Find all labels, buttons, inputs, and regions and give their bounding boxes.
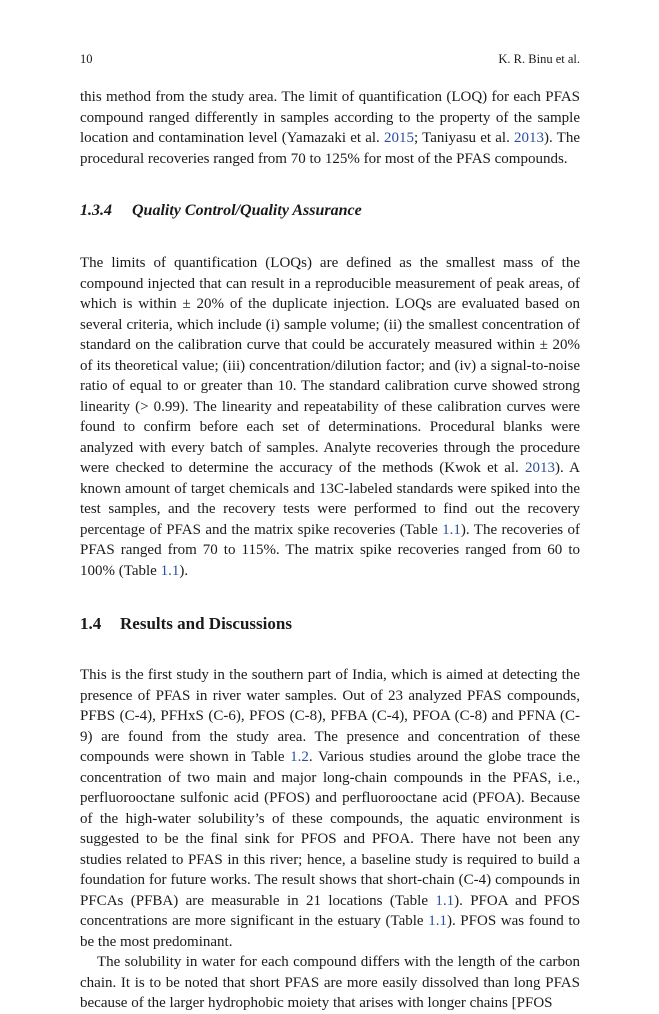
page-number: 10 [80,52,93,66]
text-run: This is the first study in the southern part of India, which is aimed at detecting the presence of PFAS in river water samples. Out of 23 analyzed PFAS compounds, PFBS (C-4), PFHxS (C-6), PFOS (C-8), PFBA (C-4), PFOA (C-8) and PFNA (C-9) are found from the study area. The presence and concentration of these compounds were shown in Table [80,667,580,765]
reference-link[interactable]: 1.1 [428,913,447,929]
text-run: ). PFOA and PFOS concentrations are more significant in the estuary (Table [80,892,580,929]
reference-link[interactable]: 1.2 [290,749,309,765]
text-run: The solubility in water for each compound differs with the length of the carbon chain. It is to be noted that short PFAS are more easily dissolved than long PFAS because of the larger hydrophobic moiety that arises with longer chains [PFOS [80,954,580,1011]
reference-link[interactable]: 1.1 [442,521,461,538]
reference-link[interactable]: 1.1 [160,562,180,579]
text-run: ; Taniyasu et al. [414,130,515,146]
paragraph-first-study [80,665,580,952]
reference-link[interactable]: 2015 [384,130,414,146]
paragraph-loq-definition [80,253,580,581]
reference-link[interactable]: 2013 [514,130,545,146]
subsection-heading-quality-control [80,201,580,221]
paragraph-solubility [80,952,580,1014]
page-body [80,87,580,1014]
running-author: K. R. Binu et al. [498,52,580,66]
subsection-number: 1.3.4 [80,202,112,219]
text-run: ). A known amount of target chemicals and 13C-labeled standards were spiked into the test samples, and the recovery tests were performed to find out the recovery percentage of PFAS and the matrix spike recoveries (Table [80,460,580,538]
reference-link[interactable]: 1.1 [435,892,455,909]
section-number: 1.4 [80,614,102,633]
text-run: ). [179,562,189,579]
paragraph-method-loq [80,87,580,169]
subsection-title: Quality Control/Quality Assurance [132,202,362,219]
text-run: this method from the study area. The limit of quantification (LOQ) for each PFAS compound ranged differently in samples according to the property of the sample location and contamination level (Yamazaki et al. [80,89,580,146]
text-run: The limits of quantification (LOQs) are defined as the smallest mass of the compound injected that can result in a reproducible measurement of peak areas, of which is within ± 20% of the duplicate injection. LOQs are evaluated based on several criteria, which include (i) sample volume; (ii) the smallest concentration of standard on the calibration curve that could be accurately measured within ± 20% of its theoretical value; (iii) concentration/dilution factor; and (iv) a signal-to-noise ratio of equal to or greater than 10. The standard calibration curve showed strong linearity (> 0.99). The linearity and repeatability of these calibration curves were found to confirm before each set of determinations. Procedural blanks were analyzed with every batch of samples. Analyte recoveries through the procedure were checked to determine the accuracy of the methods (Kwok et al. [80,255,580,476]
section-title: Results and Discussions [120,614,292,633]
text-run: ). The recoveries of PFAS ranged from 70 to 115%. The matrix spike recoveries ranged from 60 to 100% (Table [80,521,580,579]
text-run: . Various studies around the globe trace the concentration of two main and major long-chain compounds in the PFAS, i.e., perfluorooctane sulfonic acid (PFOS) and perfluorooctane acid (PFOA). Because of the high-water solubility’s of these compounds, the aquatic environment is suggested to be the final sink for PFOS and PFOA. There have not been any studies related to PFAS in this river; hence, a baseline study is required to build a foundation for future works. The result shows that short-chain (C-4) compounds in PFCAs (PFBA) are measurable in 21 locations (Table [80,749,580,909]
text-run: ). The procedural recoveries ranged from 70 to 125% for most of the PFAS compounds. [80,130,581,167]
text-run: ). PFOS was found to be the most predominant. [80,913,580,950]
reference-link[interactable]: 2013 [525,460,556,476]
section-heading-results [80,614,580,634]
